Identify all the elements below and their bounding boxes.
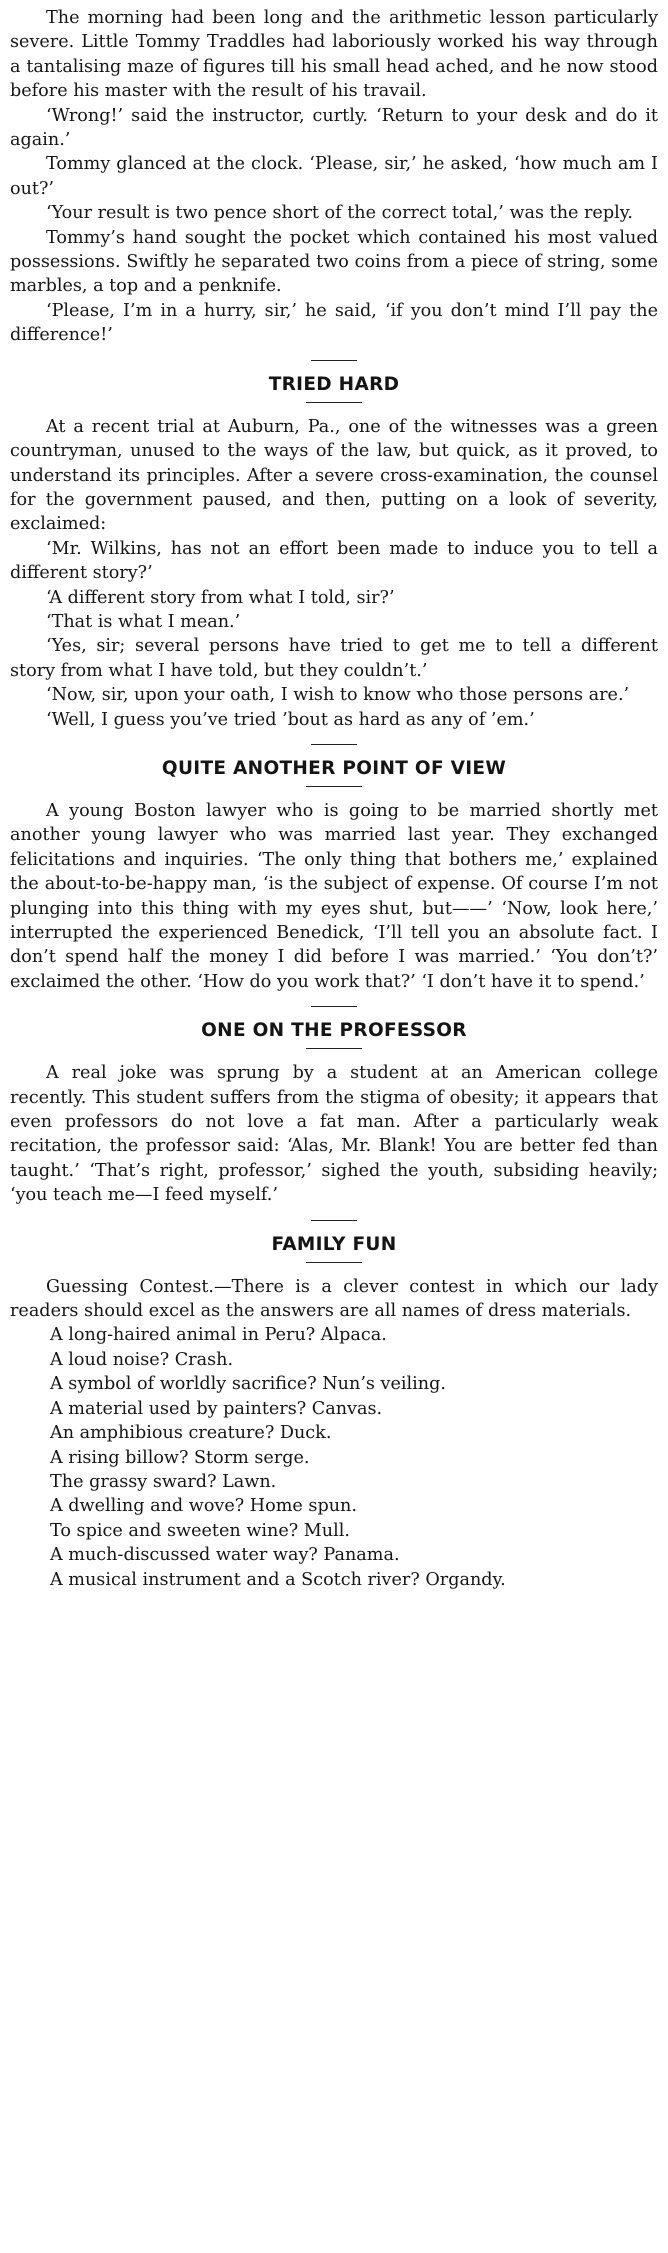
section-divider	[311, 744, 357, 745]
riddle-item: A dwelling and wove? Home spun.	[50, 1496, 357, 1517]
paragraph: ‘That is what I mean.’	[46, 611, 241, 632]
story-tried-hard	[10, 373, 658, 732]
riddle-item: To spice and sweeten wine? Mull.	[50, 1520, 350, 1541]
heading-rule	[306, 402, 362, 403]
paragraph: ‘Yes, sir; several persons have tried to get me to tell a different story from what I have told, but they couldn’t.’	[10, 636, 658, 681]
story-professor	[10, 1019, 658, 1207]
paragraph: ‘Your result is two pence short of the correct total,’ was the reply.	[46, 203, 633, 224]
paragraph: ‘Please, I’m in a hurry, sir,’ he said, ‘if you don’t mind I’ll pay the difference!’	[10, 300, 658, 346]
riddle-item: A long-haired animal in Peru? Alpaca.	[50, 1325, 387, 1346]
paragraph: A young Boston lawyer who is going to be married shortly met another young lawyer who was married last year. They exchanged felicitations and inquiries. ‘The only thing that bothers me,’ explained the about-to-be-happy man, ‘is the subject of expense. Of course I’m not plunging into this thing with my eyes shut, but——’ ‘Now, look here,’ interrupted the experienced Benedick, ‘I’ll tell you an absolute fact. I don’t spend half the money I did before I was married.’ ‘You don’t?’ exclaimed the other. ‘How do you work that?’ ‘I don’t have it to spend.’	[10, 800, 658, 992]
riddle-item: A symbol of worldly sacrifice? Nun’s veiling.	[50, 1374, 446, 1395]
paragraph: ‘Well, I guess you’ve tried ’bout as hard as any of ’em.’	[46, 709, 535, 730]
story-family-fun	[10, 1233, 658, 1592]
riddle-item: A loud noise? Crash.	[50, 1349, 234, 1370]
paragraph: At a recent trial at Auburn, Pa., one of the witnesses was a green countryman, unused to the ways of the law, but quick, as it proved, to understand its principles. After a severe cross-examination, the counsel for the government paused, and then, putting on a look of severity, exclaimed:	[10, 416, 658, 535]
section-heading: TRIED HARD	[268, 373, 400, 395]
heading-rule	[306, 786, 362, 787]
contest-intro: Guessing Contest.—There is a clever contest in which our lady readers should excel as the answers are all names of dress materials.	[10, 1276, 658, 1322]
paragraph: A real joke was sprung by a student at an American college recently. This student suffers from the stigma of obesity; it appears that even professors do not love a fat man. After a particularly weak recitation, the professor said: ‘Alas, Mr. Blank! You are better fed than taught.’ ‘That’s right, professor,’ sighed the youth, subsiding heavily; ‘you teach me—I feed myself.’	[10, 1063, 658, 1206]
heading-rule	[306, 1262, 362, 1263]
paragraph: ‘Now, sir, upon your oath, I wish to know who those persons are.’	[46, 685, 630, 706]
paragraph: ‘A different story from what I told, sir?’	[46, 587, 395, 608]
section-divider	[311, 360, 357, 361]
paragraph: Tommy glanced at the clock. ‘Please, sir,’ he asked, ‘how much am I out?’	[10, 154, 658, 199]
heading-rule	[306, 1048, 362, 1049]
riddle-item: A material used by painters? Canvas.	[50, 1398, 383, 1419]
section-heading: ONE ON THE PROFESSOR	[201, 1020, 467, 1042]
section-divider	[311, 1220, 357, 1221]
riddle-item: A rising billow? Storm serge.	[50, 1447, 310, 1468]
riddle-item: A much-discussed water way? Panama.	[50, 1545, 400, 1566]
section-heading: QUITE ANOTHER POINT OF VIEW	[161, 757, 507, 779]
paragraph: ‘Wrong!’ said the instructor, curtly. ‘Return to your desk and do it again.’	[10, 105, 658, 151]
paragraph: ‘Mr. Wilkins, has not an effort been made to induce you to tell a different story?’	[10, 538, 658, 584]
riddle-item: An amphibious creature? Duck.	[50, 1423, 332, 1444]
riddle-question: A musical instrument and a Scotch river?	[50, 1569, 420, 1590]
story-arithmetic	[10, 6, 658, 348]
riddle-item-last	[10, 1568, 658, 1592]
section-divider	[311, 1006, 357, 1007]
riddle-item: The grassy sward? Lawn.	[50, 1471, 277, 1492]
section-heading: FAMILY FUN	[271, 1233, 397, 1255]
riddle-answer: Organdy.	[425, 1569, 506, 1590]
paragraph: The morning had been long and the arithmetic lesson particularly severe. Little Tommy Traddles had laboriously worked his way through a tantalising maze of figures till his small head ached, and he now stood before his master with the result of his travail.	[10, 8, 658, 102]
story-another-point-of-view	[10, 757, 658, 994]
paragraph: Tommy’s hand sought the pocket which contained his most valued possessions. Swiftly he separated two coins from a piece of string, some marbles, a top and a penknife.	[10, 227, 658, 297]
